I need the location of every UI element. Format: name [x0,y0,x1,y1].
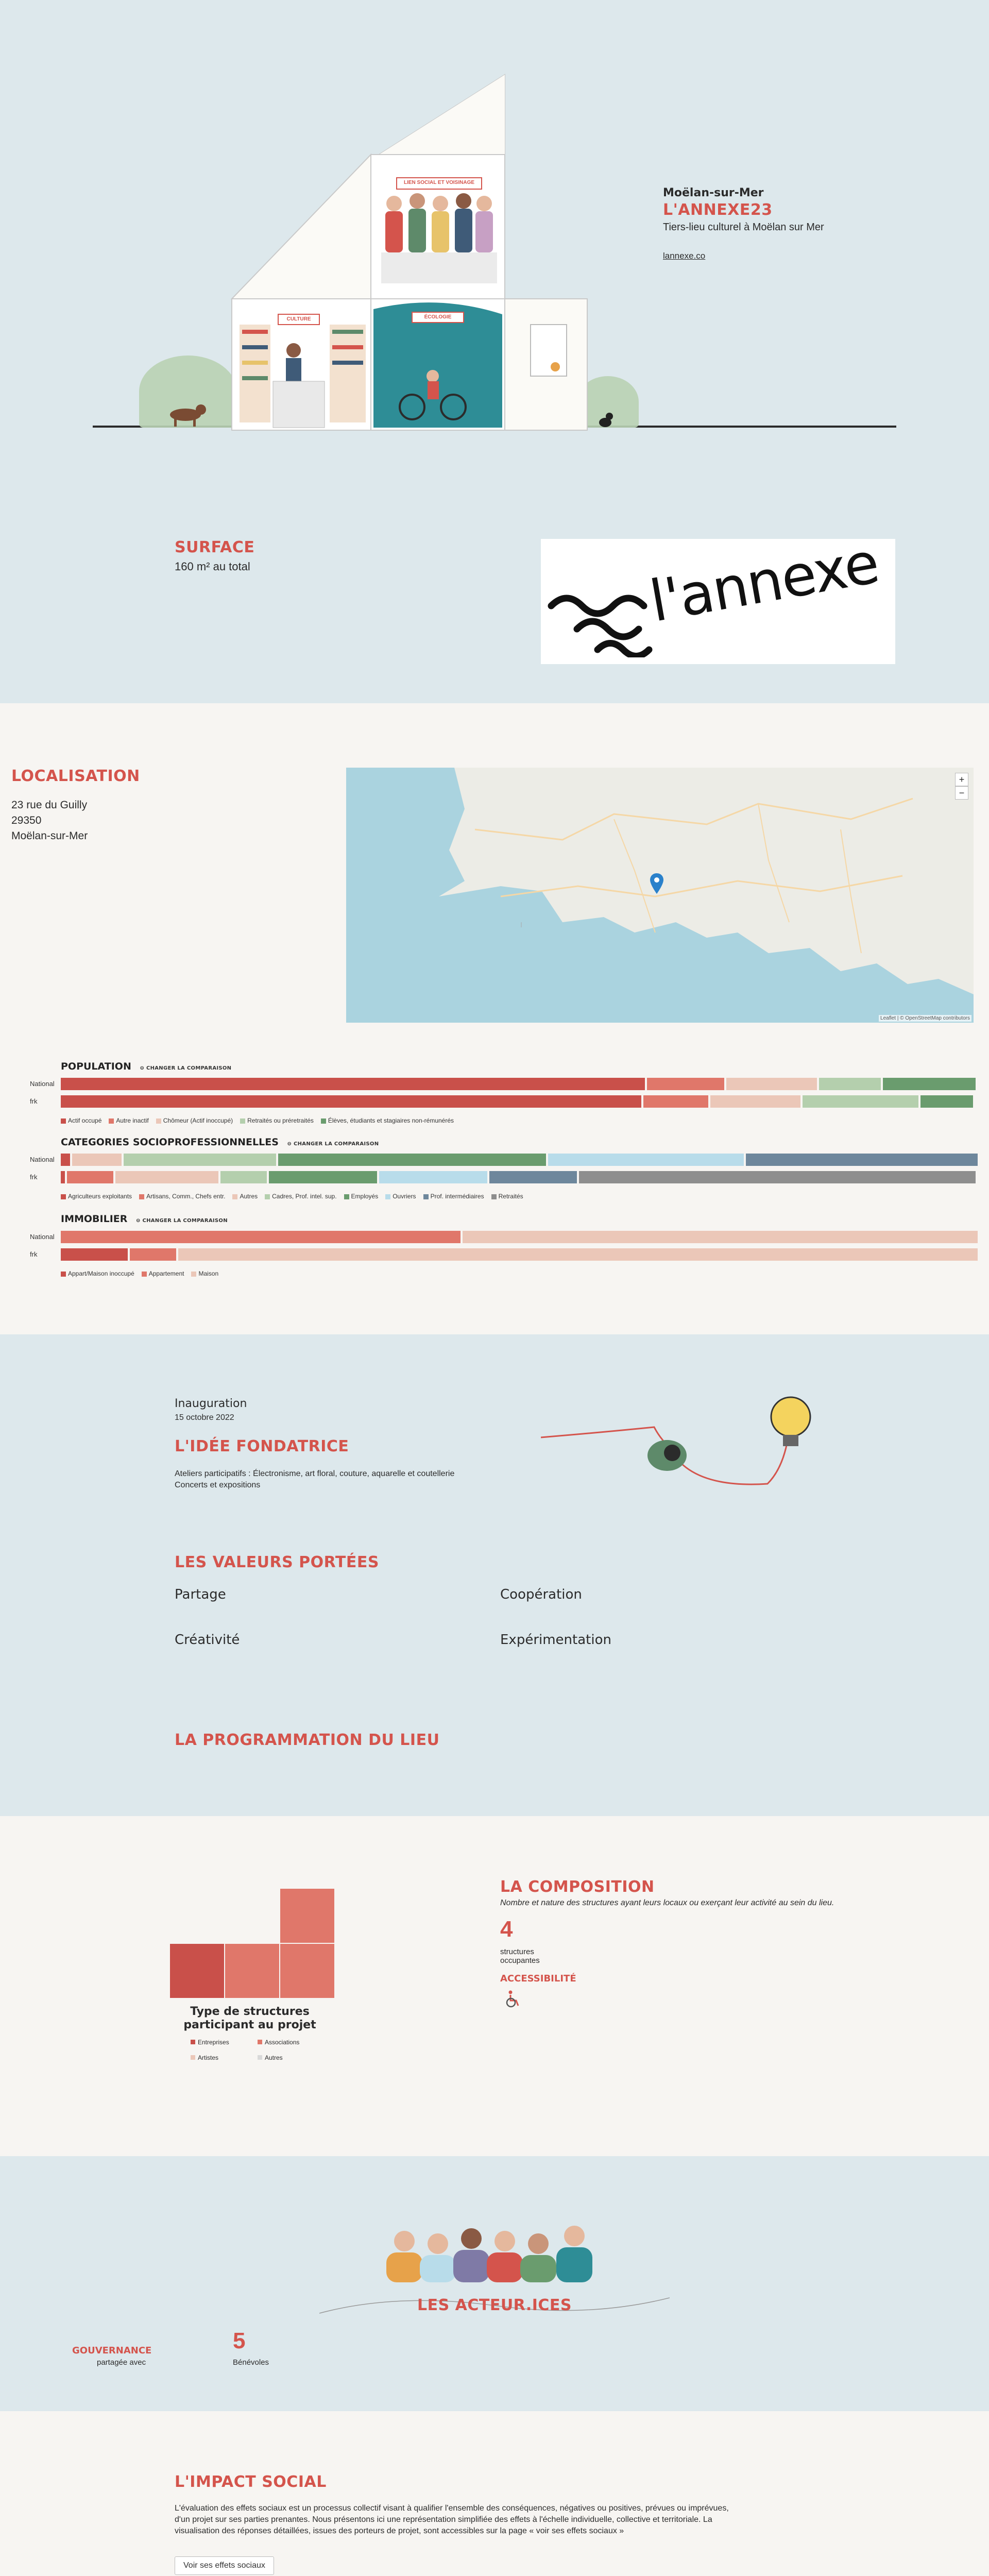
csp-heading: CATEGORIES SOCIOPROFESSIONNELLES [61,1137,279,1148]
chart-legend-item: Entreprises [191,2039,229,2046]
bar-segment [647,1078,724,1090]
house-label-top: LIEN SOCIAL ET VOISINAGE [403,180,475,185]
accessibility-title: ACCESSIBILITÉ [500,1973,576,1984]
hero-section [0,0,989,703]
localisation-section [0,703,989,1334]
legend-item: Cadres, Prof. intel. sup. [265,1193,336,1200]
bar-segment [61,1248,128,1261]
values-title: LES VALEURS PORTÉES [175,1553,379,1571]
impact-paragraph-line3: visualisation des réponses détaillées, issues des porteurs de projet, sont accessibles sur la page « voir ses effets sociaux » [175,2527,624,2535]
bar-segment [61,1231,461,1243]
address-line3: Moëlan-sur-Mer [11,830,88,842]
place-tagline: Tiers-lieu culturel à Moëlan sur Mer [663,222,824,233]
inauguration-label: Inauguration [175,1397,247,1410]
bar-segment [72,1154,122,1166]
chart-title-line1: Type de structures [190,2005,310,2018]
population-heading: POPULATION [61,1061,131,1072]
bar-segment [379,1171,487,1183]
bar-segment [130,1248,176,1261]
population-legend [61,1117,454,1124]
bar-label-local: frk [30,1250,38,1258]
immobilier-bar-national [61,1231,978,1243]
immobilier-heading: IMMOBILIER [61,1213,128,1225]
bar-segment [61,1095,641,1108]
immobilier-title [61,1213,228,1225]
place-title: L'ANNEXE23 [663,201,773,219]
logo-box [541,530,895,664]
localisation-title: LOCALISATION [11,767,140,785]
csp-bar-local [61,1171,978,1183]
city-name: Moëlan-sur-Mer [663,187,764,199]
csp-bar-national [61,1154,978,1166]
zoom-out-button[interactable]: − [955,786,968,800]
zoom-in-button[interactable]: + [955,773,968,786]
bar-segment [178,1248,978,1261]
map-marker-icon[interactable] [650,873,663,894]
bar-segment [463,1231,978,1243]
bar-segment [819,1078,881,1090]
structures-count: 4 [500,1917,513,1942]
bar-segment [803,1095,918,1108]
legend-item: Employés [344,1193,379,1200]
bar-segment [579,1171,976,1183]
legend-item: Ouvriers [385,1193,416,1200]
lightbulb-illustration [541,1391,829,1515]
surface-value: 160 m² au total [175,560,250,573]
dog-illustration [165,397,211,428]
idea-section [0,1334,989,1816]
bar-label-national: National [30,1080,55,1088]
benevoles-count: 5 [233,2328,246,2353]
compare-button-csp[interactable]: ⊖ CHANGER LA COMPARAISON [287,1141,379,1147]
immobilier-legend [61,1270,218,1277]
legend-item: Actif occupé [61,1117,101,1124]
structures-label2: occupantes [500,1956,540,1965]
benevoles-label: Bénévoles [233,2358,269,2367]
bar-segment [920,1095,973,1108]
csp-legend [61,1193,523,1200]
idea-line2: Concerts et expositions [175,1481,261,1489]
house-illustration [227,72,592,433]
population-bar-national [61,1078,978,1090]
bar-label-local: frk [30,1173,38,1181]
legend-item: Appart/Maison inoccupé [61,1270,134,1277]
bar-segment [61,1171,65,1183]
population-title [61,1061,231,1072]
value-item: Partage [175,1587,226,1602]
bar-segment [643,1095,708,1108]
map-attribution[interactable]: Leaflet | © OpenStreetMap contributors [879,1015,971,1022]
map[interactable] [346,768,974,1023]
chart-legend-item: Artistes [191,2054,218,2061]
house-label-culture: CULTURE [286,316,311,322]
composition-subtitle: Nombre et nature des structures ayant leurs locaux ou exerçant leur activité au sein du lieu. [500,1899,834,1907]
legend-item: Agriculteurs exploitants [61,1193,132,1200]
chart-title-line2: participant au projet [183,2019,316,2031]
gouvernance-title: GOUVERNANCE [72,2345,152,2356]
house-label-ecologie: ÉCOLOGIE [424,314,452,320]
legend-item: Retraités [491,1193,523,1200]
bar-segment [220,1171,267,1183]
legend-item: Retraités ou préretraités [240,1117,314,1124]
chart-bar-artistes [280,1944,334,1998]
inauguration-date: 15 octobre 2022 [175,1413,234,1422]
impact-paragraph-line2: d'un projet sur ses parties prenantes. Nous présentons ici une représentation simplifiée des effets à l'échelle individuelle, collective et territoriale. La [175,2515,712,2524]
chart-bar-artistes [280,1889,334,1943]
bar-segment [269,1171,377,1183]
bar-segment [489,1171,577,1183]
bar-segment [883,1078,976,1090]
structures-chart [165,1878,335,2002]
idea-line1: Ateliers participatifs : Électronisme, art floral, couture, aquarelle et coutellerie [175,1469,455,1478]
bar-segment [548,1154,744,1166]
see-effects-button[interactable]: Voir ses effets sociaux [175,2556,274,2575]
legend-item: Élèves, étudiants et stagiaires non-rémunérés [321,1117,454,1124]
bar-segment [278,1154,546,1166]
map-terrain [346,768,974,1023]
acteurs-title: LES ACTEUR.ICES [417,2296,572,2314]
composition-section [0,1816,989,2156]
structures-label1: structures [500,1947,534,1956]
address-line2: 29350 [11,815,42,826]
chart-bar-entreprises [170,1944,224,1998]
bar-label-local: frk [30,1097,38,1105]
legend-item: Autre inactif [109,1117,148,1124]
value-item: Coopération [500,1587,582,1602]
bar-label-national: National [30,1233,55,1241]
chart-legend-item: Associations [258,2039,299,2046]
bar-segment [61,1078,645,1090]
legend-item: Artisans, Comm., Chefs entr. [139,1193,225,1200]
legend-item: Autres [232,1193,258,1200]
people-illustration [381,2221,613,2282]
bar-segment [61,1154,70,1166]
bar-segment [746,1154,978,1166]
legend-item: Maison [191,1270,218,1277]
value-item: Créativité [175,1632,240,1648]
csp-title [61,1137,379,1148]
impact-title: L'IMPACT SOCIAL [175,2473,327,2491]
immobilier-bar-local [61,1248,978,1261]
bar-segment [67,1171,113,1183]
population-bar-local [61,1095,978,1108]
bar-segment [124,1154,276,1166]
website-link[interactable]: lannexe.co [663,251,706,261]
gouvernance-sub: partagée avec [97,2358,146,2367]
programmation-title: LA PROGRAMMATION DU LIEU [175,1731,440,1749]
wheelchair-icon [505,1990,520,2008]
impact-paragraph-line1: L'évaluation des effets sociaux est un processus collectif visant à qualifier l'ensemble des conséquences, négatives ou positives, prévues ou imprévues, [175,2504,729,2513]
legend-item: Chômeur (Actif inoccupé) [156,1117,233,1124]
idea-title: L'IDÉE FONDATRICE [175,1437,349,1455]
compare-button-population[interactable]: ⊖ CHANGER LA COMPARAISON [140,1065,232,1071]
bar-segment [710,1095,800,1108]
impact-section [0,2411,989,2576]
chart-bar-associations [225,1944,279,1998]
chart-legend-item: Autres [258,2054,283,2061]
bar-segment [115,1171,218,1183]
value-item: Expérimentation [500,1632,611,1648]
address-line1: 23 rue du Guilly [11,799,88,811]
acteurs-section [0,2156,989,2411]
legend-item: Appartement [142,1270,184,1277]
cat-illustration [595,410,616,428]
composition-title: LA COMPOSITION [500,1878,655,1896]
bar-label-national: National [30,1156,55,1163]
compare-button-immobilier[interactable]: ⊖ CHANGER LA COMPARAISON [136,1218,228,1224]
logo-text: l'annexe [645,530,883,635]
surface-title: SURFACE [175,538,255,556]
legend-item: Prof. intermédiaires [423,1193,484,1200]
bar-segment [726,1078,817,1090]
